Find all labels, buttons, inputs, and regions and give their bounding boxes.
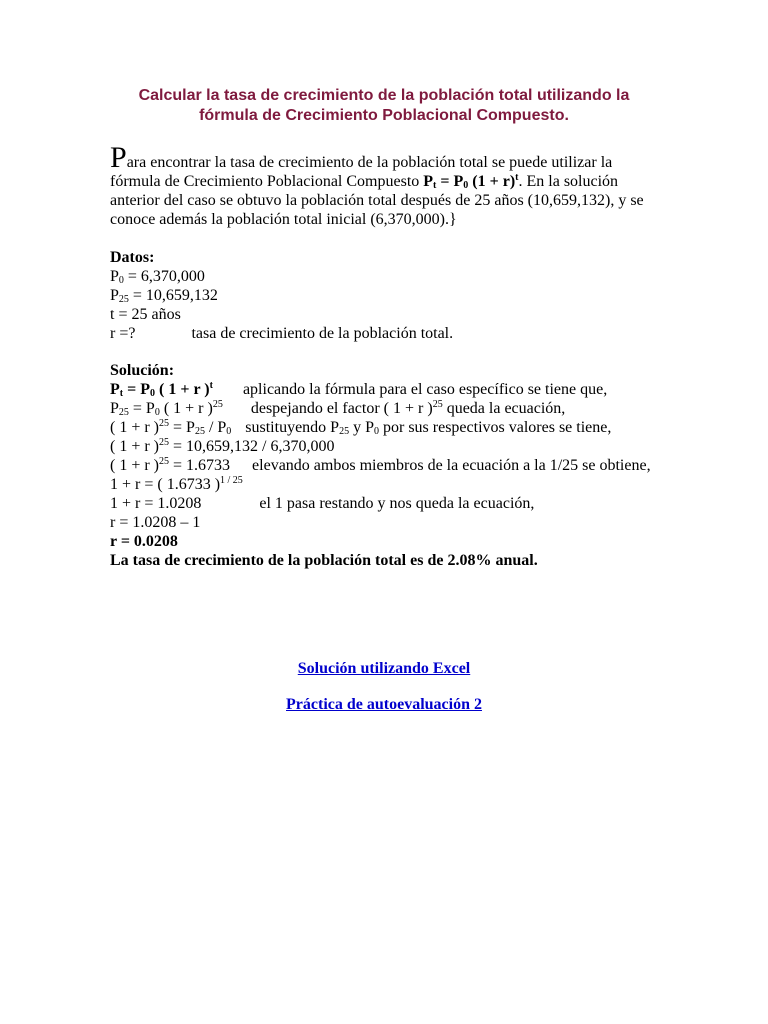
solucion-line-3: ( 1 + r )$^{25} = P_{25} / P_0$ sustituyendo $P_{25}$ y $P_0$ por sus respectivos valores se tiene, xyxy=(110,418,612,437)
solucion-line-6: 1 + r = ( 1.6733 )$^{1 / 25}$ xyxy=(110,475,243,493)
link-row-practica xyxy=(0,696,768,714)
practice-self-evaluation-link[interactable]: Práctica de autoevaluación 2 xyxy=(286,696,482,713)
intro-text-a: ara encontrar la tasa de crecimiento de la población total se puede utilizar la fórmula de Crecimiento Poblacional Compuesto xyxy=(110,154,613,190)
solucion-section xyxy=(110,361,666,570)
title-line-1: Calcular la tasa de crecimiento de la población total utilizando la xyxy=(138,87,630,104)
solucion-line-1: $P_t = P_0$ ( 1 + r )$^t$ aplicando la fórmula para el caso específico se tiene que, xyxy=(110,380,608,399)
solucion-line-7: 1 + r = 1.0208 el 1 pasa restando y nos queda la ecuación, xyxy=(110,495,535,512)
solucion-result: r = 0.0208 xyxy=(110,533,178,550)
link-row-excel xyxy=(0,660,768,678)
solucion-line-4: ( 1 + r )$^{25}$ = 10,659,132 / 6,370,000 xyxy=(110,437,335,455)
datos-t: t = 25 años xyxy=(110,306,181,323)
drop-cap: P xyxy=(110,141,127,174)
datos-p25: $P_{25} = 10,659,132$ xyxy=(110,287,218,305)
datos-r: r =? tasa de crecimiento de la población total. xyxy=(110,325,454,342)
excel-solution-link[interactable]: Solución utilizando Excel xyxy=(297,660,471,677)
page-title xyxy=(100,86,668,126)
solucion-heading: Solución: xyxy=(110,362,175,379)
datos-p0: $P_0 = 6,370,000$ xyxy=(110,268,205,286)
datos-section xyxy=(110,248,666,343)
solucion-line-5: ( 1 + r )$^{25}$ = 1.6733 elevando ambos miembros de la ecuación a la 1/25 se obtiene, xyxy=(110,456,651,474)
intro-paragraph xyxy=(110,141,666,229)
intro-formula: $P_t = P_0$ $(1 + r)^t$ xyxy=(423,172,519,191)
solucion-conclusion: La tasa de crecimiento de la población total es de 2.08% anual. xyxy=(110,552,538,569)
solucion-line-2: $P_{25} = P_0$ ( 1 + r )$^{25}$ despejando el factor ( 1 + r )$^{25}$ queda la ecuación, xyxy=(110,399,566,418)
title-line-2: fórmula de Crecimiento Poblacional Compuesto. xyxy=(199,107,569,124)
datos-heading: Datos: xyxy=(110,249,155,266)
intro-text-b: . En la solución anterior del caso se obtuvo la población total después de 25 años (10,659,132), y se conoce además la población total inicial (6,370,000).} xyxy=(110,173,644,228)
solucion-line-8: r = 1.0208 – 1 xyxy=(110,514,201,531)
